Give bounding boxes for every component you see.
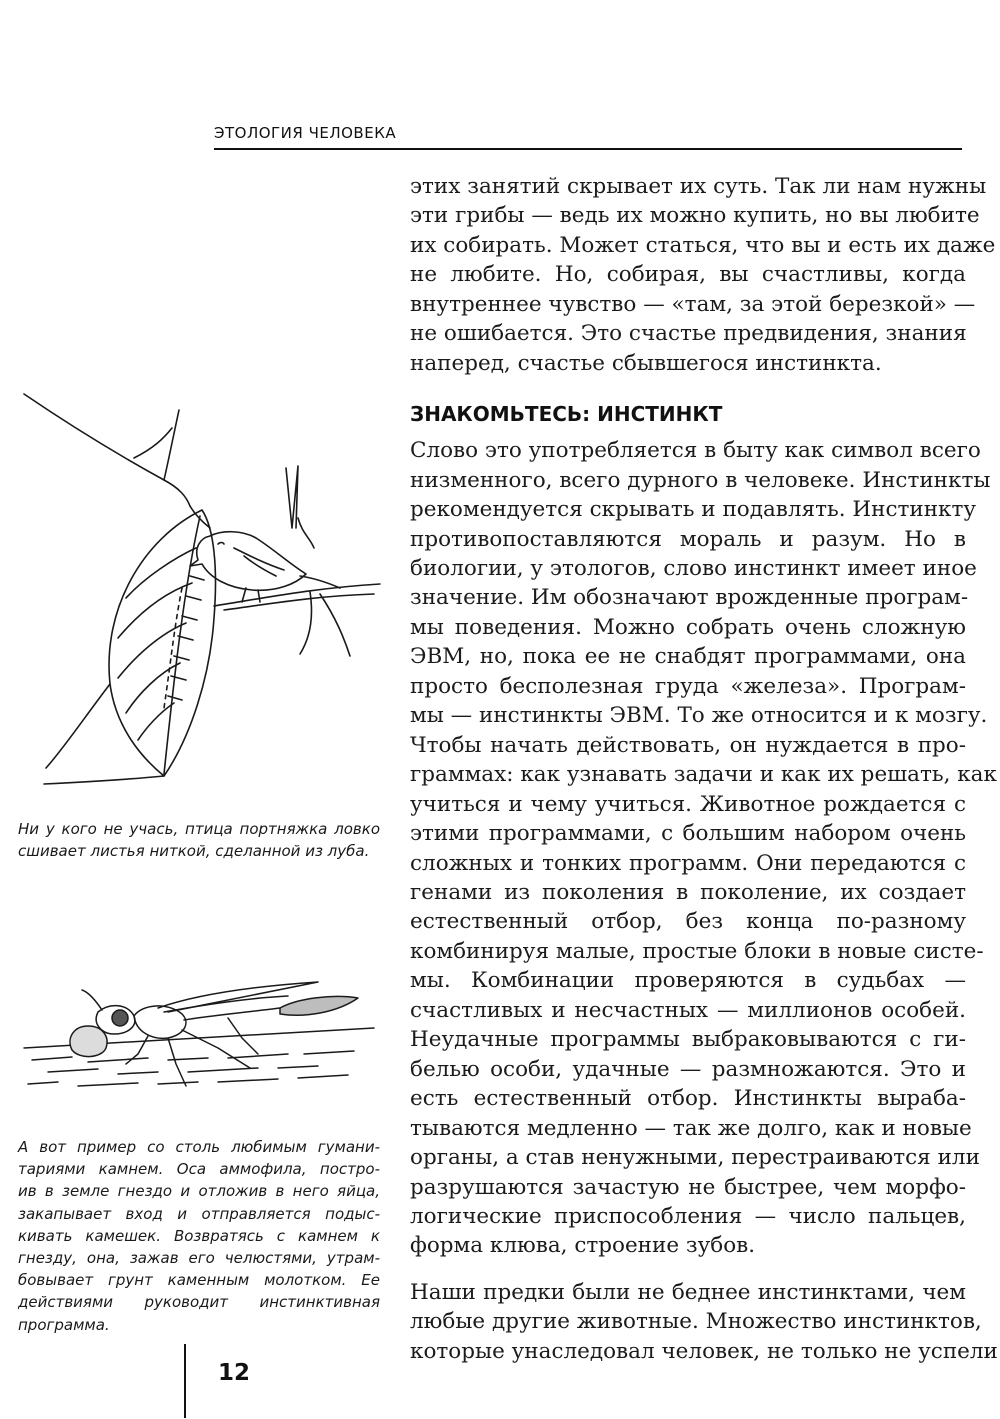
caption-line: ив в земле гнездо и отложив в него яйца, [18, 1182, 380, 1201]
text-line: наперед, счастье сбывшегося инстинкта. [410, 350, 882, 376]
text-line: ЭВМ, но, пока ее не снабдят программами, она [410, 644, 966, 670]
wasp-illustration [18, 968, 380, 1098]
page-number: 12 [218, 1360, 251, 1386]
caption-wasp [18, 1136, 380, 1336]
text-line: сложных и тонких программ. Они передаются с [410, 850, 966, 876]
text-line: эти грибы — ведь их можно купить, но вы любите [410, 203, 980, 229]
text-line: просто бесполезная груда «железа». Програм- [410, 673, 966, 699]
text-line: биологии, у этологов, слово инстинкт имеет иное [410, 555, 977, 581]
text-line: мы поведения. Можно собрать очень сложную [410, 614, 966, 640]
text-line: комбинируя малые, простые блоки в новые систе- [410, 938, 984, 964]
text-line: Чтобы начать действовать, он нуждается в про- [410, 732, 966, 758]
text-line: белью особи, удачные — размножаются. Это и [410, 1056, 966, 1082]
caption-line: сшивает листья ниткой, сделанной из луба. [18, 842, 370, 861]
text-line: этих занятий скрывает их суть. Так ли нам нужны [410, 174, 987, 199]
text-line: учиться и чему учиться. Животное рождается с [410, 791, 966, 817]
caption-tailorbird [18, 818, 380, 862]
caption-line: программа. [18, 1315, 110, 1334]
text-line: тываются медленно — так же долго, как и новые [410, 1115, 972, 1141]
text-line: значение. Им обозначают врожденные програм- [410, 585, 969, 611]
caption-line: действиями руководит инстинктивная [18, 1293, 380, 1312]
paragraph-2 [410, 436, 997, 1261]
section-heading: ЗНАКОМЬТЕСЬ: ИНСТИНКТ [410, 402, 723, 427]
text-line: рекомендуется скрывать и подавлять. Инстинкту [410, 497, 977, 523]
text-line: не ошибается. Это счастье предвидения, знания [410, 321, 967, 347]
caption-line: закапывает вход и отправляется подыс- [18, 1204, 380, 1223]
paragraph-3 [410, 1278, 998, 1366]
text-line: Слово это употребляется в быту как символ всего [410, 438, 981, 464]
footer-rule [184, 1344, 186, 1418]
text-line: низменного, всего дурного в человеке. Инстинкты [410, 467, 991, 493]
text-line: форма клюва, строение зубов. [410, 1233, 756, 1259]
text-line: их собирать. Может статься, что вы и есть их даже [410, 232, 996, 258]
text-line: логические приспособления — число пальцев, [410, 1203, 966, 1229]
text-line: счастливых и несчастных — миллионов особей. [410, 997, 966, 1023]
text-line: которые унаследовал человек, не только не успели [410, 1338, 998, 1364]
text-line: естественный отбор, без конца по-разному [410, 909, 966, 935]
caption-line: бовывает грунт каменным молотком. Ее [18, 1271, 380, 1290]
text-line: есть естественный отбор. Инстинкты выраба- [410, 1086, 966, 1112]
main-text-column [410, 172, 998, 1366]
text-line: граммах: как узнавать задачи и как их решать, как [410, 762, 997, 788]
text-line: разрушаются зачастую не быстрее, чем морфо- [410, 1174, 966, 1200]
caption-line: кивать камешек. Возвратясь с камнем к [18, 1226, 380, 1245]
text-line: Неудачные программы выбраковываются с ги- [410, 1027, 966, 1053]
header-rule [214, 148, 962, 150]
text-line: любые другие животные. Множество инстинктов, [410, 1309, 982, 1335]
text-line: мы. Комбинации проверяются в судьбах — [410, 968, 966, 994]
text-line: этими программами, с большим набором очень [410, 821, 966, 847]
caption-line: А вот пример со столь любимым гумани- [18, 1138, 380, 1156]
tailorbird-illustration [14, 388, 386, 790]
caption-line: Ни у кого не учась, птица портняжка ловко [18, 820, 380, 838]
running-header: ЭТОЛОГИЯ ЧЕЛОВЕКА [214, 124, 397, 142]
text-line: противопоставляются мораль и разум. Но в [410, 526, 966, 552]
paragraph-1 [410, 172, 996, 378]
text-line: генами из поколения в поколение, их создает [410, 879, 966, 905]
text-line: органы, а став ненужными, перестраиваются или [410, 1145, 980, 1171]
caption-line: гнезду, она, зажав его челюстями, утрам- [18, 1249, 380, 1268]
text-line: мы — инстинкты ЭВМ. То же относится и к мозгу. [410, 703, 988, 729]
text-line: не любите. Но, собирая, вы счастливы, когда [410, 262, 966, 288]
caption-line: тариями камнем. Оса аммофила, постро- [18, 1160, 380, 1179]
text-line: внутреннее чувство — «там, за этой березкой» — [410, 291, 976, 317]
text-line: Наши предки были не беднее инстинктами, чем [410, 1279, 966, 1305]
paragraph-gap [410, 1261, 966, 1278]
